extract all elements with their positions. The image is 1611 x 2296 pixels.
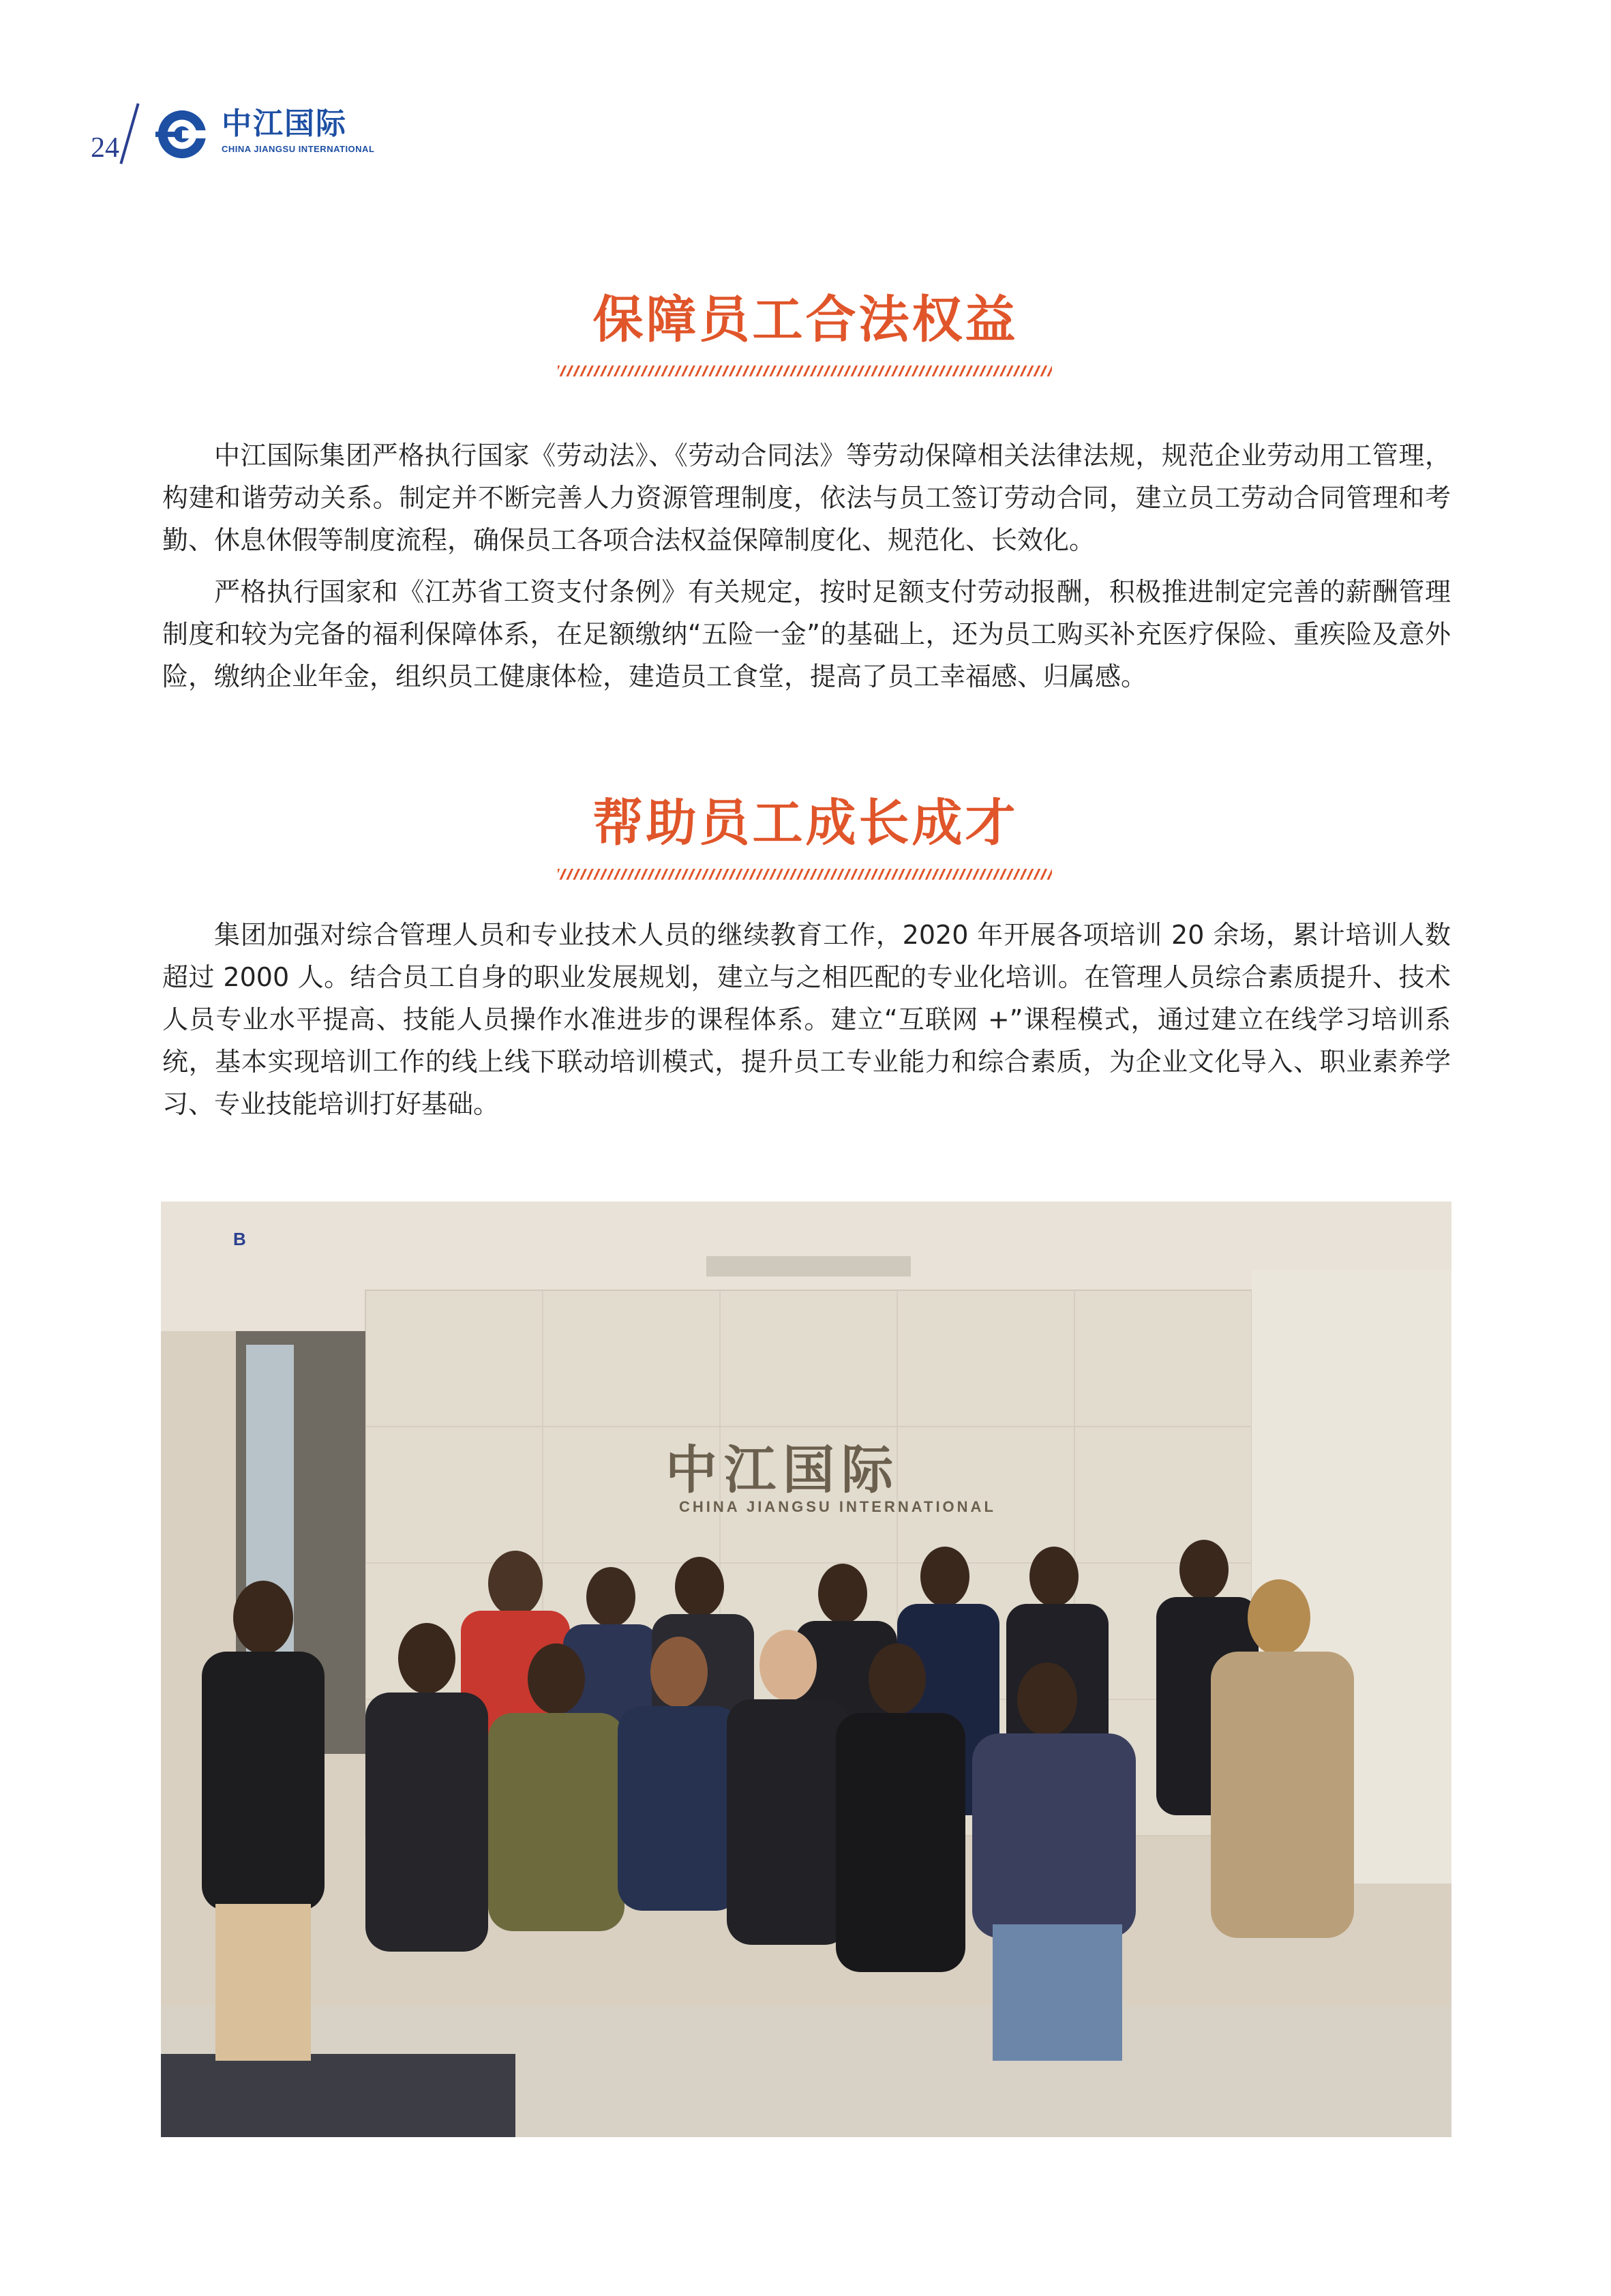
heading-underline-rights [558,366,1052,376]
paragraph-labor-law: 中江国际集团严格执行国家《劳动法》、《劳动合同法》等劳动保障相关法律法规，规范企业劳动用工管理，构建和谐劳动关系。制定并不断完善人力资源管理制度，依法与员工签订劳动合同，建立员工劳动合同管理和考勤、休息休假等制度流程，确保员工各项合法权益保障制度化、规范化、长效化。 [162,441,1451,555]
company-logo-icon [155,108,209,161]
header-divider [119,103,139,164]
paragraph-compensation: 严格执行国家和《江苏省工资支付条例》有关规定，按时足额支付劳动报酬，积极推进制定完善的薪酬管理制度和较为完备的福利保障体系，在足额缴纳“五险一金”的基础上，还为员工购买补充医疗保险、重疾险及意外险，缴纳企业年金，组织员工健康体检，建造员工食堂，提高了员工幸福感、归属感。 [162,577,1451,691]
group-photo-illustration [161,1202,1451,2137]
wall-sign-cn: 中江国际 [665,1440,900,1500]
logo-text-cn: 中江国际 [222,106,347,141]
page-number: 24 [91,132,119,164]
group-photo [161,1202,1451,2137]
logo-text-en: CHINA JIANGSU INTERNATIONAL [222,144,375,154]
section-heading-growth: 帮助员工成长成才 [592,794,1019,852]
photo-label: B [233,1229,246,1249]
section-heading-rights: 保障员工合法权益 [592,290,1019,349]
paragraph-training: 集团加强对综合管理人员和专业技术人员的继续教育工作，2020 年开展各项培训 20 余场，累计培训人数超过 2000 人。结合员工自身的职业发展规划，建立与之相匹配的专业化培训。在管理人员综合素质提升、技术人员专业水平提高、技能人员操作水准进步的课程体系。建立“互联网 +”课程模式，通过建立在线学习培训系统，基本实现培训工作的线上线下联动培训模式，提升员工专业能力和综合素质，为企业文化导入、职业素养学习、专业技能培训打好基础。 [162,920,1451,1119]
wall-sign-en: CHINA JIANGSU INTERNATIONAL [679,1498,996,1515]
heading-underline-growth [558,869,1052,880]
